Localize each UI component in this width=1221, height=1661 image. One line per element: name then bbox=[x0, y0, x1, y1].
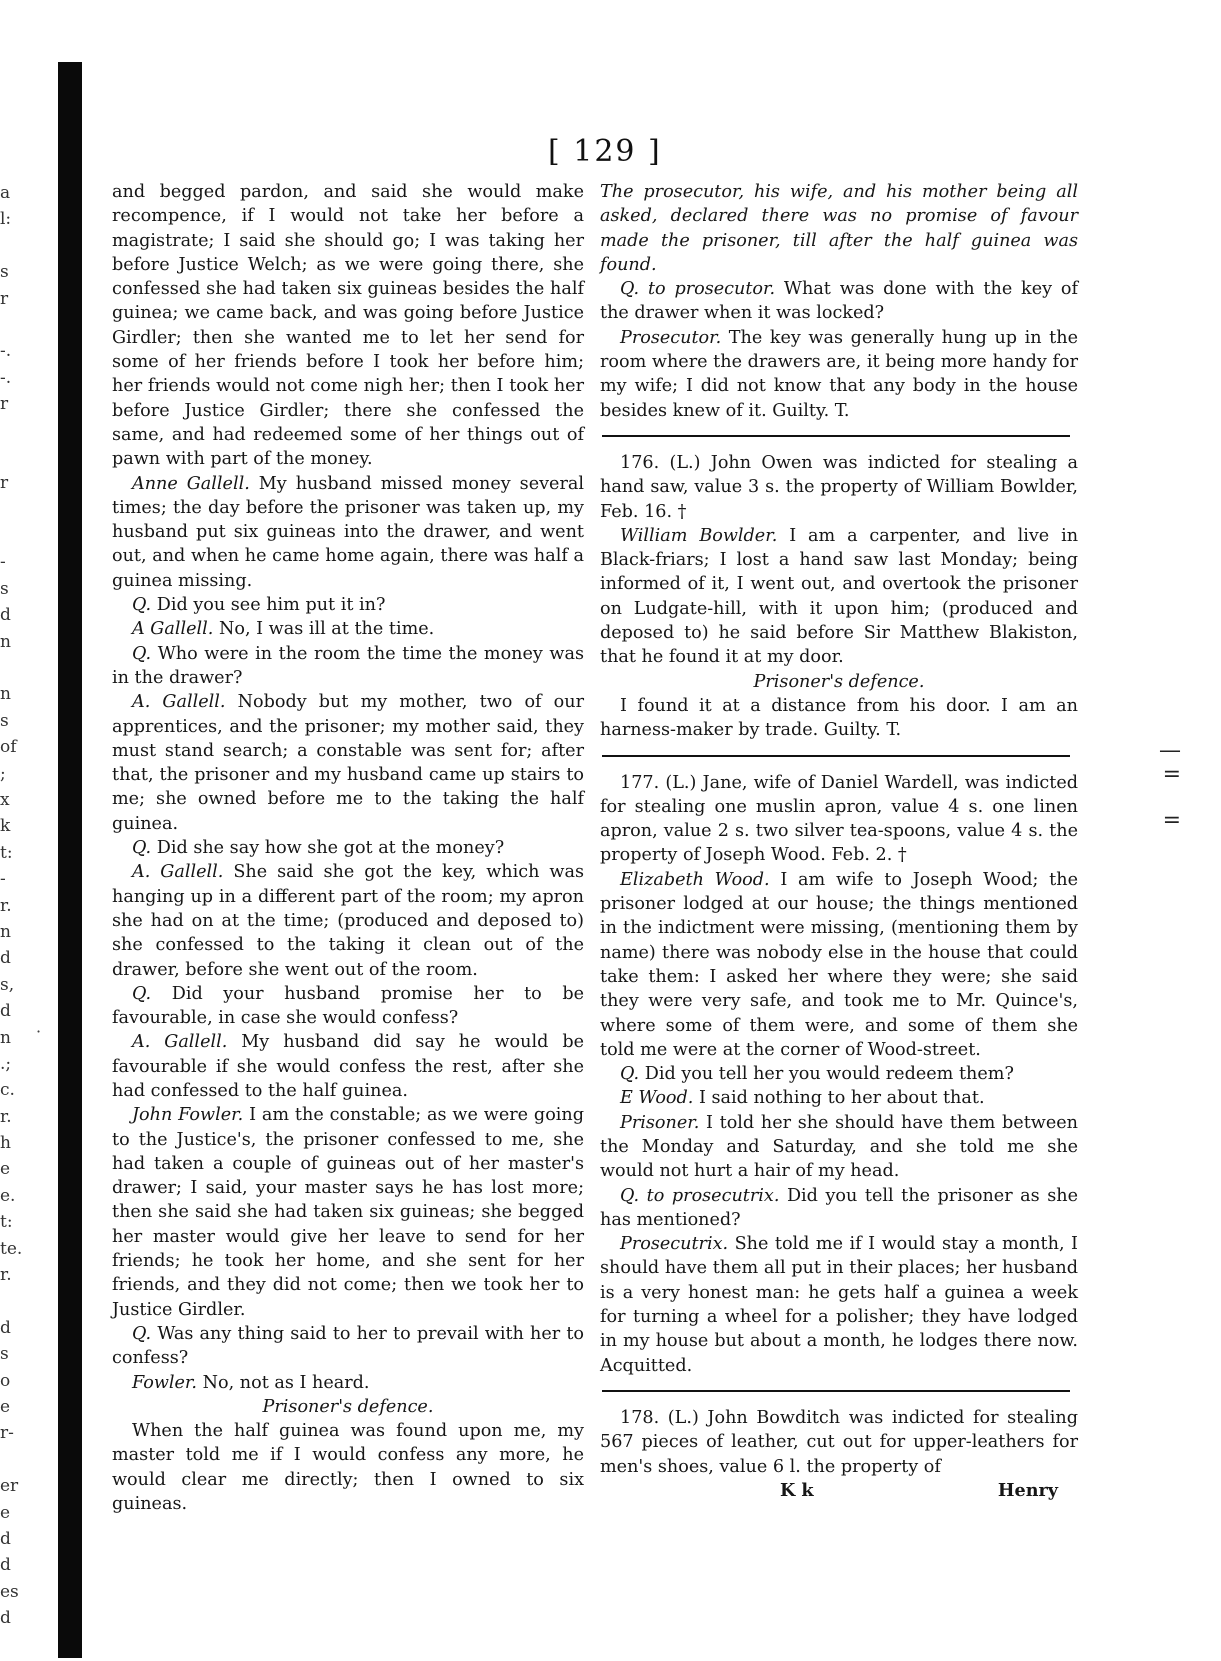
edge-fragment: t: bbox=[0, 842, 13, 863]
edge-fragment: ; bbox=[0, 763, 6, 784]
testimony-paragraph bbox=[600, 771, 1078, 868]
speaker-label: Fowler. bbox=[132, 1372, 198, 1393]
edge-fragment bbox=[0, 655, 40, 681]
edge-fragment: n bbox=[0, 684, 11, 705]
edge-fragment: s bbox=[0, 1344, 9, 1365]
testimony-paragraph bbox=[112, 860, 584, 981]
paragraph-text: The prosecutor, his wife, and his mother being all asked, declared there was no promise of favour made the prisoner, till after the half guinea was found. bbox=[600, 182, 1078, 275]
testimony-paragraph bbox=[600, 524, 1078, 670]
section-heading: Prisoner's defence. bbox=[753, 671, 925, 692]
speaker-label: Q. bbox=[620, 1064, 640, 1085]
paragraph-text: No, not as I heard. bbox=[202, 1372, 370, 1393]
speaker-label: Q. to prosecutor. bbox=[620, 279, 776, 300]
section-rule bbox=[602, 435, 1070, 437]
edge-fragment: n bbox=[0, 921, 11, 942]
testimony-paragraph bbox=[112, 1030, 584, 1103]
speaker-label: A Gallell. bbox=[132, 619, 214, 640]
edge-fragment: - bbox=[0, 552, 6, 573]
paragraph-text: and begged pardon, and said she would make recompence, if I would not take her before a magistrate; I said she should go; I was taking her before Justice Welch; as we were going there, she confessed she had taken six guineas besides the half guinea; we came back, and was going before Justice Girdler; then she wanted me to let her send for some of her friends before I took her before him; her friends would not come nigh her; then I took her before Justice Girdler; there she confessed the same, and had redeemed some of her things out of pawn with part of the money. bbox=[112, 182, 584, 470]
paragraph-text: 177. (L.) Jane, wife of Daniel Wardell, was indicted for stealing one muslin apron, value 4 s. one linen apron, value 2 s. two silver tea-spoons, value 4 s. the property of Joseph Wood. Feb. 2. † bbox=[600, 772, 1078, 866]
binding-spine bbox=[58, 62, 82, 1658]
paragraph-text: 176. (L.) John Owen was indicted for stealing a hand saw, value 3 s. the property of William Bowlder, Feb. 16. † bbox=[600, 452, 1078, 522]
edge-fragment: r. bbox=[0, 1106, 12, 1127]
testimony-paragraph bbox=[112, 180, 584, 472]
testimony-paragraph bbox=[600, 1406, 1078, 1479]
testimony-paragraph bbox=[600, 277, 1078, 326]
paragraph-text: I told her she should have them between the Monday and Saturday, and she told me she would not hurt a hair of my head. bbox=[600, 1112, 1079, 1182]
paragraph-text: What was done with the key of the drawer when it was locked? bbox=[600, 279, 1078, 324]
edge-fragment: t: bbox=[0, 1212, 13, 1233]
paragraph-text: I am wife to Joseph Wood; the prisoner lodged at our house; the things mentioned in the indictment were missing, (mentioning them by name) there was nobody else in the house that could take them: I asked her where they were; she said they were very safe, and took me to Mr. Quince's, where some of them were, and some of them she told me were at the corner of Wood-street. bbox=[600, 869, 1078, 1060]
edge-fragment bbox=[0, 233, 40, 259]
speaker-label: Q. bbox=[132, 1323, 152, 1344]
edge-fragment bbox=[0, 444, 40, 470]
speaker-label: Q. to prosecutrix. bbox=[620, 1185, 780, 1206]
catchword: Henry bbox=[997, 1479, 1058, 1501]
edge-fragment bbox=[0, 312, 40, 338]
speaker-label: John Fowler. bbox=[132, 1105, 244, 1126]
testimony-paragraph bbox=[112, 1322, 584, 1371]
testimony-paragraph bbox=[112, 1371, 584, 1395]
testimony-paragraph bbox=[112, 1419, 584, 1516]
testimony-paragraph bbox=[600, 868, 1078, 1062]
edge-fragment: s bbox=[0, 710, 9, 731]
edge-fragment: a bbox=[0, 183, 11, 203]
edge-fragment: e bbox=[0, 1396, 11, 1417]
testimony-paragraph bbox=[112, 472, 584, 593]
edge-fragment: n bbox=[0, 631, 11, 652]
edge-fragment: te. bbox=[0, 1238, 23, 1259]
edge-fragment: e bbox=[0, 1502, 11, 1523]
speaker-label: Elizabeth Wood. bbox=[620, 869, 770, 890]
edge-fragment: r. bbox=[0, 895, 12, 916]
edge-fragment: d bbox=[0, 1317, 11, 1338]
speaker-label: A. Gallell. bbox=[132, 1032, 228, 1053]
speaker-label: Anne Gallell. bbox=[132, 473, 250, 494]
testimony-paragraph bbox=[112, 836, 584, 860]
edge-fragment: d bbox=[0, 1555, 11, 1576]
speaker-label: E Wood. bbox=[620, 1088, 694, 1109]
edge-fragment: er bbox=[0, 1476, 19, 1497]
margin-mark: — bbox=[1159, 738, 1181, 763]
testimony-paragraph bbox=[112, 1103, 584, 1322]
speaker-label: A. Gallell. bbox=[132, 862, 224, 883]
testimony-paragraph bbox=[112, 593, 584, 617]
edge-fragment: l: bbox=[0, 209, 12, 230]
paragraph-text: She said she got the key, which was hanging up in a different part of the room; my apron she had on at the time; (produced and deposed to) she confessed to the taking it clean out of the drawer, before she went out of the room. bbox=[112, 862, 584, 980]
speaker-label: Prisoner. bbox=[620, 1112, 700, 1133]
paragraph-text: 178. (L.) John Bowditch was indicted for stealing 567 pieces of leather, cut out for upper-leathers for men's shoes, value 6 l. the property of bbox=[600, 1407, 1078, 1477]
left-page-edge-fragments bbox=[0, 180, 40, 1631]
paragraph-text: Did your husband promise her to be favourable, in case she would confess? bbox=[112, 983, 584, 1029]
testimony-paragraph bbox=[600, 694, 1078, 743]
ink-speck: · bbox=[36, 1022, 42, 1041]
paragraph-text: I am a carpenter, and live in Black-friars; I lost a hand saw last Monday; being informed of it, I went out, and overtook the prisoner on Ludgate-hill, with it upon him; (produced and deposed to) he said before Sir Matthew Blakiston, that he found it at my door. bbox=[600, 525, 1079, 668]
margin-mark: = bbox=[1162, 808, 1181, 833]
margin-mark: = bbox=[1162, 762, 1181, 787]
testimony-paragraph bbox=[112, 690, 584, 836]
edge-fragment: -. bbox=[0, 367, 12, 388]
edge-fragment: .; bbox=[0, 1053, 12, 1074]
edge-fragment: r- bbox=[0, 1423, 14, 1444]
section-rule bbox=[602, 755, 1070, 757]
paragraph-text: She told me if I would stay a month, I should have them all put in their places; her husband is a very honest man: he gets half a guinea a week for turning a wheel for a polisher; they have lodged in my house but about a month, he lodges there now. Acquitted. bbox=[600, 1234, 1078, 1376]
testimony-paragraph bbox=[600, 1232, 1078, 1378]
testimony-paragraph bbox=[600, 1184, 1078, 1233]
paragraph-text: Was any thing said to her to prevail with her to confess? bbox=[112, 1323, 585, 1369]
left-text-column bbox=[112, 180, 584, 1516]
paragraph-text: My husband missed money several times; the day before the prisoner was taken up, my husband put six guineas into the drawer, and went out, and when he came home again, there was half a guinea missing. bbox=[112, 473, 584, 591]
paragraph-text: I found it at a distance from his door. I am an harness-maker by trade. Guilty. T. bbox=[600, 695, 1078, 741]
edge-fragment: d bbox=[0, 1528, 11, 1549]
edge-fragment: k bbox=[0, 816, 11, 837]
edge-fragment: d bbox=[0, 1001, 11, 1022]
catchline bbox=[600, 1479, 1078, 1503]
edge-fragment: c. bbox=[0, 1080, 15, 1101]
testimony-paragraph bbox=[112, 982, 584, 1031]
edge-fragment: r bbox=[0, 394, 9, 415]
signature-mark: K k bbox=[780, 1479, 814, 1501]
paragraph-text: Did you tell her you would redeem them? bbox=[644, 1064, 1014, 1085]
testimony-paragraph bbox=[600, 1062, 1078, 1086]
paragraph-text: The key was generally hung up in the room where the drawers are, it being more handy for my wife; I did not know that any body in the house besides knew of it. Guilty. T. bbox=[600, 327, 1078, 421]
testimony-paragraph bbox=[600, 1086, 1078, 1110]
edge-fragment: s, bbox=[0, 974, 15, 995]
paragraph-text: Did you tell the prisoner as she has mentioned? bbox=[600, 1185, 1078, 1230]
paragraph-text: My husband did say he would be favourable if she would confess the rest, after she had confessed to the half guinea. bbox=[112, 1032, 584, 1101]
edge-fragment: h bbox=[0, 1133, 11, 1154]
edge-fragment: x bbox=[0, 789, 10, 810]
testimony-paragraph bbox=[600, 180, 1078, 277]
paragraph-text: When the half guinea was found upon me, my master told me if I would confess any more, he would clear me directly; then I owned to six guineas. bbox=[112, 1421, 584, 1515]
speaker-label: William Bowlder. bbox=[620, 525, 778, 546]
edge-fragment: d bbox=[0, 1608, 11, 1629]
paragraph-text: Nobody but my mother, two of our apprentices, and the prisoner; my mother said, they must stand search; a constable was sent for; after that, the prisoner and my husband came up stairs to me; she owned before me to the taking the half guinea. bbox=[112, 692, 584, 834]
speaker-label: Prosecutrix. bbox=[620, 1234, 729, 1255]
edge-fragment: e. bbox=[0, 1185, 16, 1206]
edge-fragment: -. bbox=[0, 341, 12, 362]
paragraph-text: Did she say how she got at the money? bbox=[156, 838, 505, 859]
edge-fragment bbox=[0, 418, 40, 444]
edge-fragment bbox=[0, 523, 40, 549]
right-text-column bbox=[600, 180, 1078, 1503]
edge-fragment: o bbox=[0, 1370, 11, 1391]
speaker-label: A. Gallell. bbox=[132, 692, 226, 713]
edge-fragment bbox=[0, 1447, 40, 1473]
testimony-paragraph bbox=[112, 642, 584, 691]
edge-fragment: of bbox=[0, 737, 17, 758]
testimony-paragraph bbox=[600, 1111, 1078, 1184]
speaker-label: Q. bbox=[132, 983, 152, 1004]
edge-fragment: d bbox=[0, 948, 11, 969]
testimony-paragraph bbox=[600, 451, 1078, 524]
speaker-label: Q. bbox=[132, 595, 152, 616]
testimony-paragraph bbox=[112, 617, 584, 641]
edge-fragment: e bbox=[0, 1159, 11, 1180]
edge-fragment: - bbox=[0, 869, 6, 890]
page-number: [ 129 ] bbox=[548, 134, 662, 169]
paragraph-text: No, I was ill at the time. bbox=[218, 619, 435, 640]
edge-fragment: s bbox=[0, 578, 9, 599]
edge-fragment bbox=[0, 1288, 40, 1314]
edge-fragment: n bbox=[0, 1027, 11, 1048]
paragraph-text: Who were in the room the time the money was in the drawer? bbox=[112, 643, 585, 688]
edge-fragment: s bbox=[0, 262, 9, 283]
edge-fragment: es bbox=[0, 1581, 19, 1602]
speaker-label: Q. bbox=[132, 838, 152, 859]
speaker-label: Prosecutor. bbox=[620, 327, 722, 348]
section-rule bbox=[602, 1390, 1070, 1392]
edge-fragment: r bbox=[0, 288, 9, 309]
section-heading: Prisoner's defence. bbox=[262, 1396, 434, 1417]
edge-fragment: r bbox=[0, 473, 9, 494]
edge-fragment: r. bbox=[0, 1265, 12, 1286]
paragraph-text: I am the constable; as we were going to the Justice's, the prisoner confessed to me, she had taken a couple of guineas out of her master's drawer; I said, your master says he has lost more; then she said she had taken six guineas; she begged her master would give her leave to send for her friends; he took her home, and she sent for her friends, and they did not come; then we took her to Justice Girdler. bbox=[112, 1105, 585, 1320]
edge-fragment bbox=[0, 497, 40, 523]
speaker-label: Q. bbox=[132, 643, 152, 664]
paragraph-text: I said nothing to her about that. bbox=[698, 1088, 985, 1109]
testimony-paragraph bbox=[600, 326, 1078, 423]
paragraph-text: Did you see him put it in? bbox=[156, 595, 386, 616]
edge-fragment: d bbox=[0, 605, 11, 626]
